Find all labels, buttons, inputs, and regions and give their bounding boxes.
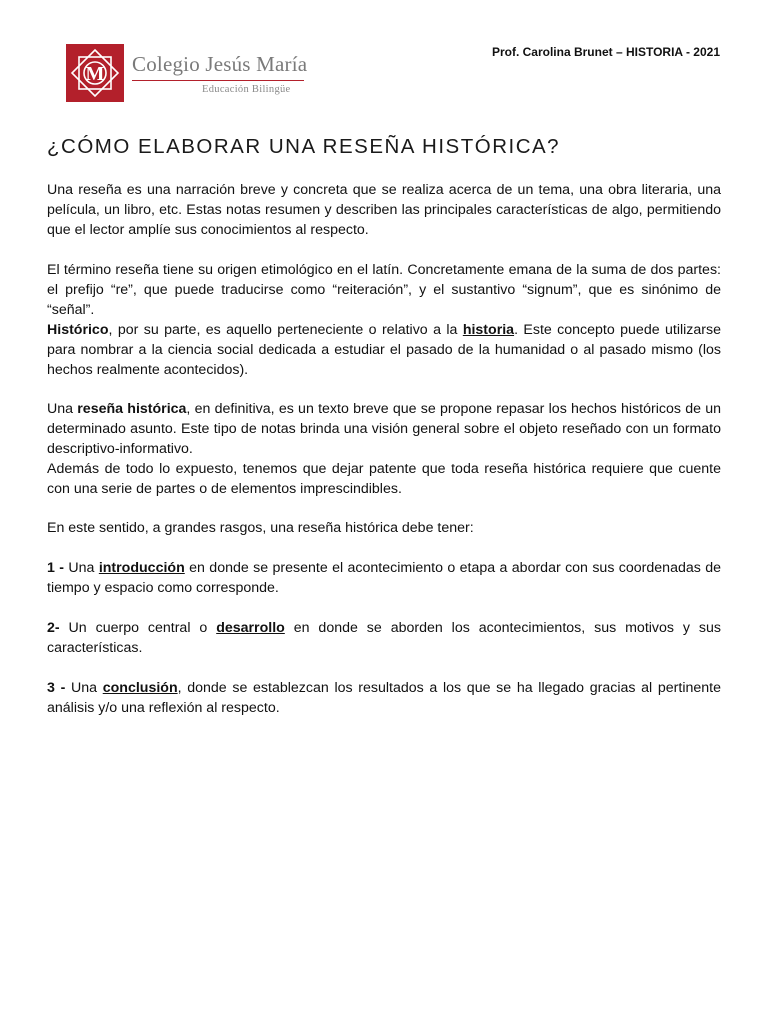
text-segment: . Este concepto puede utilizarse para nombrar a la ciencia social dedicada a estudiar el pasado de la humanidad o al pasado mismo (los hechos realmente acontecidos). xyxy=(47,322,721,378)
svg-text:M: M xyxy=(85,63,105,85)
paragraph-gap xyxy=(47,380,721,399)
school-crest-icon xyxy=(66,44,124,102)
list-item-introduccion xyxy=(47,558,721,598)
text-segment: Una xyxy=(47,401,78,417)
text-segment: , en definitiva, es un texto breve que se propone repasar los hechos históricos de un determinado asunto. Este tipo de notas brinda una visión general sobre el objeto reseñado con un formato descriptivo-informativo. xyxy=(47,401,722,457)
text-segment: Una xyxy=(64,560,99,576)
paragraph-requirements: Además de todo lo expuesto, tenemos que dejar patente que toda reseña histórica requiere que cuente con una serie de partes o de elementos imprescindibles. xyxy=(47,461,721,497)
text-segment: en donde se presente el acontecimiento o etapa a abordar con sus coordenadas de tiempo y espacio como corresponde. xyxy=(47,560,722,596)
list-item-desarrollo xyxy=(47,618,721,658)
school-logo xyxy=(66,44,306,102)
paragraph-historico xyxy=(47,320,721,380)
term-resena-historica: reseña histórica xyxy=(77,401,187,417)
item-number: 3 - xyxy=(47,680,66,696)
historia-link[interactable]: historia xyxy=(462,322,515,338)
school-name: Colegio Jesús María xyxy=(132,52,308,76)
list-item-conclusion xyxy=(47,678,721,718)
item-number: 1 - xyxy=(47,560,65,576)
logo-divider xyxy=(132,80,304,81)
school-subtitle: Educación Bilingüe xyxy=(202,84,291,95)
paragraph-intro-list: En este sentido, a grandes rasgos, una reseña histórica debe tener: xyxy=(47,520,474,536)
page-title: ¿CÓMO ELABORAR UNA RESEÑA HISTÓRICA? xyxy=(47,135,561,158)
term-historico: Histórico xyxy=(47,322,109,338)
key-desarrollo: desarrollo xyxy=(216,620,285,636)
paragraph-gap xyxy=(47,658,721,678)
item-number: 2- xyxy=(47,620,60,636)
text-segment: , donde se establezcan los resultados a los que se ha llegado gracias al pertinente análisis y/o una reflexión al respecto. xyxy=(47,680,721,716)
key-conclusion: conclusión xyxy=(102,680,178,696)
paragraph-gap xyxy=(47,240,721,260)
text-segment: en donde se aborden los acontecimientos, sus motivos y sus características. xyxy=(47,620,721,656)
document-body xyxy=(47,180,721,718)
paragraph-gap xyxy=(47,598,721,618)
paragraph-gap xyxy=(47,499,721,518)
text-segment: Una xyxy=(65,680,103,696)
key-introduccion: introducción xyxy=(98,560,185,576)
teacher-subject-year: Prof. Carolina Brunet – HISTORIA - 2021 xyxy=(491,45,720,59)
paragraph-etymology: El término reseña tiene su origen etimológico en el latín. Concretamente emana de la suma de dos partes: el prefijo “re”, que puede traducirse como “reiteración”, y el sustantivo “signum”, que es sinónimo de “señal”. xyxy=(47,262,721,318)
text-segment: Un cuerpo central o xyxy=(59,620,217,636)
paragraph-resena-historica xyxy=(47,399,721,459)
paragraph-gap xyxy=(47,538,721,558)
paragraph-definition: Una reseña es una narración breve y concreta que se realiza acerca de un tema, una obra literaria, una película, un libro, etc. Estas notas resumen y describen las principales características de algo, permitiendo que el lector amplíe sus conocimientos al respecto. xyxy=(47,182,721,238)
text-segment: , por su parte, es aquello perteneciente o relativo a la xyxy=(108,322,463,338)
